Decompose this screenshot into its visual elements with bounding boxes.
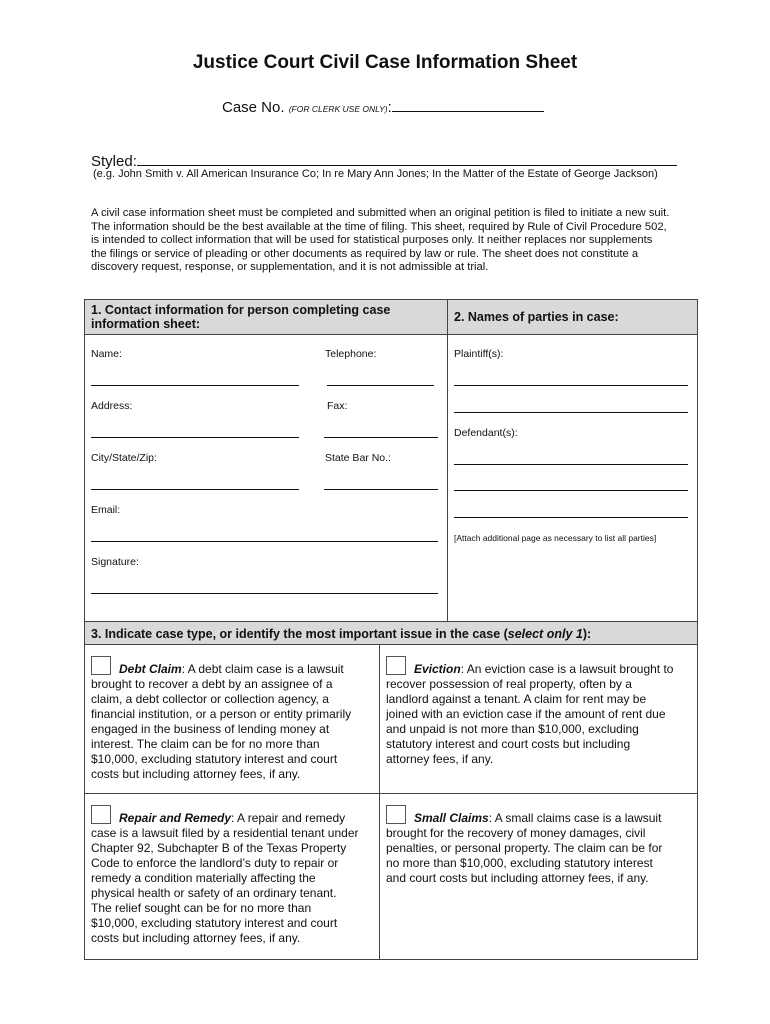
case-text: Chapter 92, Subchapter B of the Texas Property [91, 841, 347, 855]
section3-heading-emphasis: select only 1 [507, 627, 583, 641]
case-text: costs but including attorney fees, if any. [91, 767, 301, 781]
case-text: penalties, or personal property. The claim can be for [386, 841, 663, 855]
case-text: financial institution, or a person or entity primarily [91, 707, 352, 721]
debt-claim-checkbox[interactable] [91, 656, 111, 675]
small-claims-title: Small Claims [414, 811, 489, 825]
case-text: costs but including attorney fees, if any. [91, 931, 301, 945]
eviction-title: Eviction [414, 662, 461, 676]
telephone-label: Telephone: [325, 348, 377, 360]
defendants-label: Defendant(s): [454, 427, 518, 439]
city-state-zip-label: City/State/Zip: [91, 452, 157, 464]
fax-field[interactable] [324, 437, 438, 438]
case-type-small-claims [386, 805, 694, 886]
section1-heading-line: 1. Contact information for person completing case [91, 303, 391, 317]
plaintiff-field[interactable] [454, 385, 688, 386]
address-label: Address: [91, 400, 133, 412]
case-text: interest. The claim can be for no more than [91, 737, 320, 751]
intro-line: the filings or service of pleading or other documents as required by law or rule. The sheet does not constitute a [91, 247, 639, 260]
case-text: landlord against a tenant. A claim for rent may be [386, 692, 647, 706]
signature-label: Signature: [91, 556, 139, 568]
email-field[interactable] [91, 541, 438, 542]
case-type-repair [91, 805, 375, 946]
plaintiffs-label: Plaintiff(s): [454, 348, 504, 360]
section2-heading: 2. Names of parties in case: [454, 310, 619, 324]
case-type-debt [91, 656, 375, 782]
defendant-field[interactable] [454, 464, 688, 465]
case-text: and court costs but including attorney fees, if any. [386, 871, 649, 885]
state-bar-label: State Bar No.: [325, 452, 391, 464]
case-text: brought for the recovery of money damages, civil [386, 826, 646, 840]
page-title: Justice Court Civil Case Information Sheet [192, 52, 578, 73]
defendant-field[interactable] [454, 490, 688, 491]
section3-heading-text: ): [582, 627, 592, 641]
section1-heading [91, 303, 390, 331]
clerk-use-note: (FOR CLERK USE ONLY) [288, 104, 388, 114]
case-text: physical health or safety of an ordinary tenant. [91, 886, 337, 900]
city-state-zip-field[interactable] [91, 489, 299, 490]
case-text: claim, a debt collector or collection agency, a [91, 692, 329, 706]
email-label: Email: [91, 504, 121, 516]
name-field[interactable] [91, 385, 299, 386]
case-text: no more than $10,000, excluding statutory interest [386, 856, 653, 870]
plaintiff-field[interactable] [454, 412, 688, 413]
case-text: and unpaid is not more than $10,000, excluding [386, 722, 639, 736]
case-text: case is a lawsuit filed by a residential tenant under [91, 826, 359, 840]
form-table [84, 299, 698, 960]
case-text: statutory interest and court costs but including [386, 737, 631, 751]
case-type-eviction [386, 656, 694, 767]
divider [85, 644, 697, 645]
small-claims-checkbox[interactable] [386, 805, 406, 824]
divider [379, 644, 380, 959]
case-text: : A debt claim case is a lawsuit [181, 662, 344, 676]
case-text: engaged in the business of lending money at [91, 722, 330, 736]
repair-remedy-checkbox[interactable] [91, 805, 111, 824]
divider [85, 334, 697, 335]
section1-heading-line: information sheet: [91, 317, 201, 331]
case-text: $10,000, excluding statutory interest and court [91, 752, 338, 766]
eviction-checkbox[interactable] [386, 656, 406, 675]
styled-field[interactable] [137, 151, 677, 166]
case-no-label: Case No. [222, 99, 285, 116]
case-text: joined with an eviction case if the amount of rent due [386, 707, 666, 721]
intro-line: discovery request, response, or supplementation, and it is not admissible at trial. [91, 261, 489, 273]
styled-label: Styled: [91, 153, 137, 170]
case-text: : A repair and remedy [231, 811, 346, 825]
address-field[interactable] [91, 437, 299, 438]
divider [85, 793, 697, 794]
section3-heading [91, 627, 591, 641]
styled-example: (e.g. John Smith v. All American Insurance Co; In re Mary Ann Jones; In the Matter of the Estate of George Jackson) [93, 168, 658, 180]
repair-remedy-title: Repair and Remedy [119, 811, 232, 825]
signature-field[interactable] [91, 593, 438, 594]
case-text: $10,000, excluding statutory interest and court [91, 916, 338, 930]
case-text: : A small claims case is a lawsuit [488, 811, 662, 825]
case-number-row [222, 97, 544, 116]
case-text: attorney fees, if any. [386, 752, 494, 766]
case-text: The relief sought can be for no more than [91, 901, 312, 915]
telephone-field[interactable] [327, 385, 434, 386]
debt-claim-title: Debt Claim [119, 662, 182, 676]
state-bar-field[interactable] [324, 489, 438, 490]
case-text: : An eviction case is a lawsuit brought to [460, 662, 674, 676]
intro-line: A civil case information sheet must be completed and submitted when an original petition is filed to initiate a new suit. [91, 207, 670, 219]
name-label: Name: [91, 348, 122, 360]
attach-note: [Attach additional page as necessary to list all parties] [454, 533, 657, 543]
defendant-field[interactable] [454, 517, 688, 518]
intro-line: is intended to collect information that will be used for statistical purposes only. It neither replaces nor supplements [91, 234, 653, 246]
fax-label: Fax: [327, 400, 348, 412]
case-text: recover possession of real property, often by a [386, 677, 632, 691]
case-text: remedy a condition materially affecting the [91, 871, 316, 885]
divider [447, 300, 448, 621]
intro-line: The information should be the best available at the time of filing. This sheet, required by Rule of Civil Procedure 502, [91, 220, 667, 233]
section3-heading-text: 3. Indicate case type, or identify the most important issue in the case ( [91, 627, 508, 641]
case-text: brought to recover a debt by an assignee of a [91, 677, 333, 691]
intro-paragraph [91, 207, 691, 275]
case-no-colon: : [387, 99, 392, 116]
case-number-field[interactable] [392, 97, 544, 112]
case-text: Code to enforce the landlord’s duty to repair or [91, 856, 339, 870]
